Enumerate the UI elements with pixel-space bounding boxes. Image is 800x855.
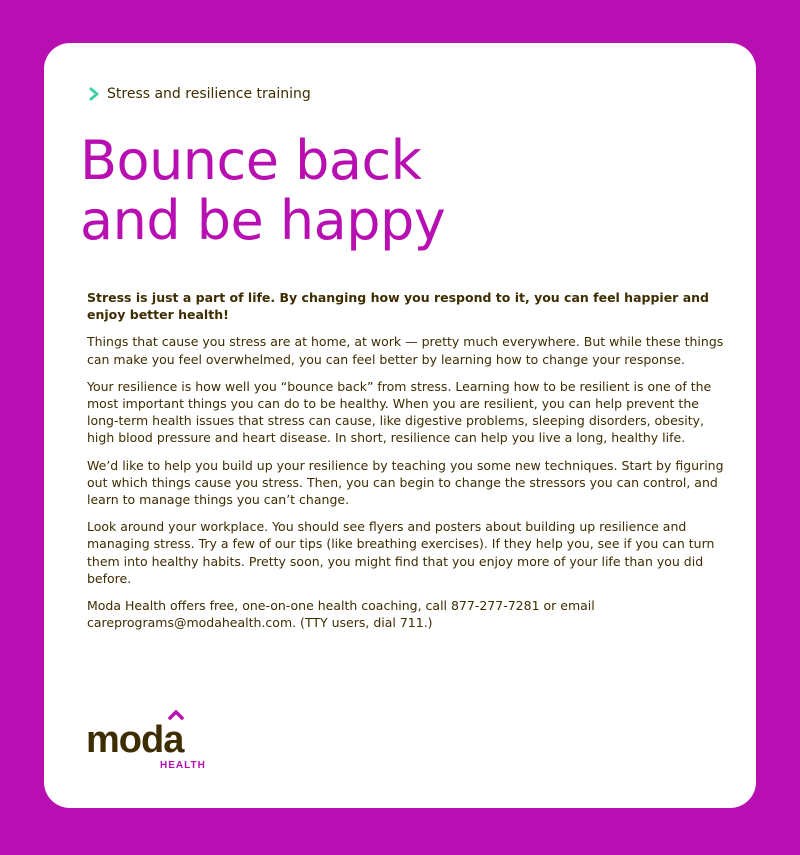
svg-text:HEALTH: HEALTH xyxy=(160,760,206,771)
paragraph-resilience: Your resilience is how well you “bounce back” from stress. Learning how to be resilient is one of the most important things you can do to be healthy. When you are resilient, you can help prevent the long-term health issues that stress can cause, like digestive problems, sleeping disorders, obesity, high blood pressure and heart disease. In short, resilience can help you live a long, healthy life. xyxy=(87,378,712,446)
paragraph-stress-sources: Things that cause you stress are at home, at work — pretty much everywhere. But while these things can make you feel overwhelmed, you can feel better by learning how to change your response. xyxy=(87,334,724,367)
title-line-1: Bounce back xyxy=(80,129,422,192)
page-title xyxy=(80,131,445,251)
paragraph-contact: Moda Health offers free, one-on-one health coaching, call 877-277-7281 or email careprograms@modahealth.com. (TTY users, dial 711.) xyxy=(87,598,595,631)
article-body xyxy=(87,289,727,641)
content-card xyxy=(44,43,756,808)
breadcrumb xyxy=(87,86,311,102)
svg-text:moda: moda xyxy=(86,719,184,761)
title-line-2: and be happy xyxy=(80,189,446,252)
moda-health-logo xyxy=(86,708,216,778)
paragraph-techniques: We’d like to help you build up your resilience by teaching you some new techniques. Start by figuring out which things cause you stress. Then, you can begin to change the stressors you can control, and learn to manage things you can’t change. xyxy=(87,457,724,508)
intro-paragraph: Stress is just a part of life. By changing how you respond to it, you can feel happier and enjoy better health! xyxy=(87,290,709,323)
breadcrumb-label: Stress and resilience training xyxy=(107,86,311,102)
chevron-right-icon xyxy=(87,86,101,102)
paragraph-workplace: Look around your workplace. You should see flyers and posters about building up resilience and managing stress. Try a few of our tips (like breathing exercises). If they help you, see if you can turn them into healthy habits. Pretty soon, you might find that you enjoy more of your life than you did before. xyxy=(87,519,715,586)
